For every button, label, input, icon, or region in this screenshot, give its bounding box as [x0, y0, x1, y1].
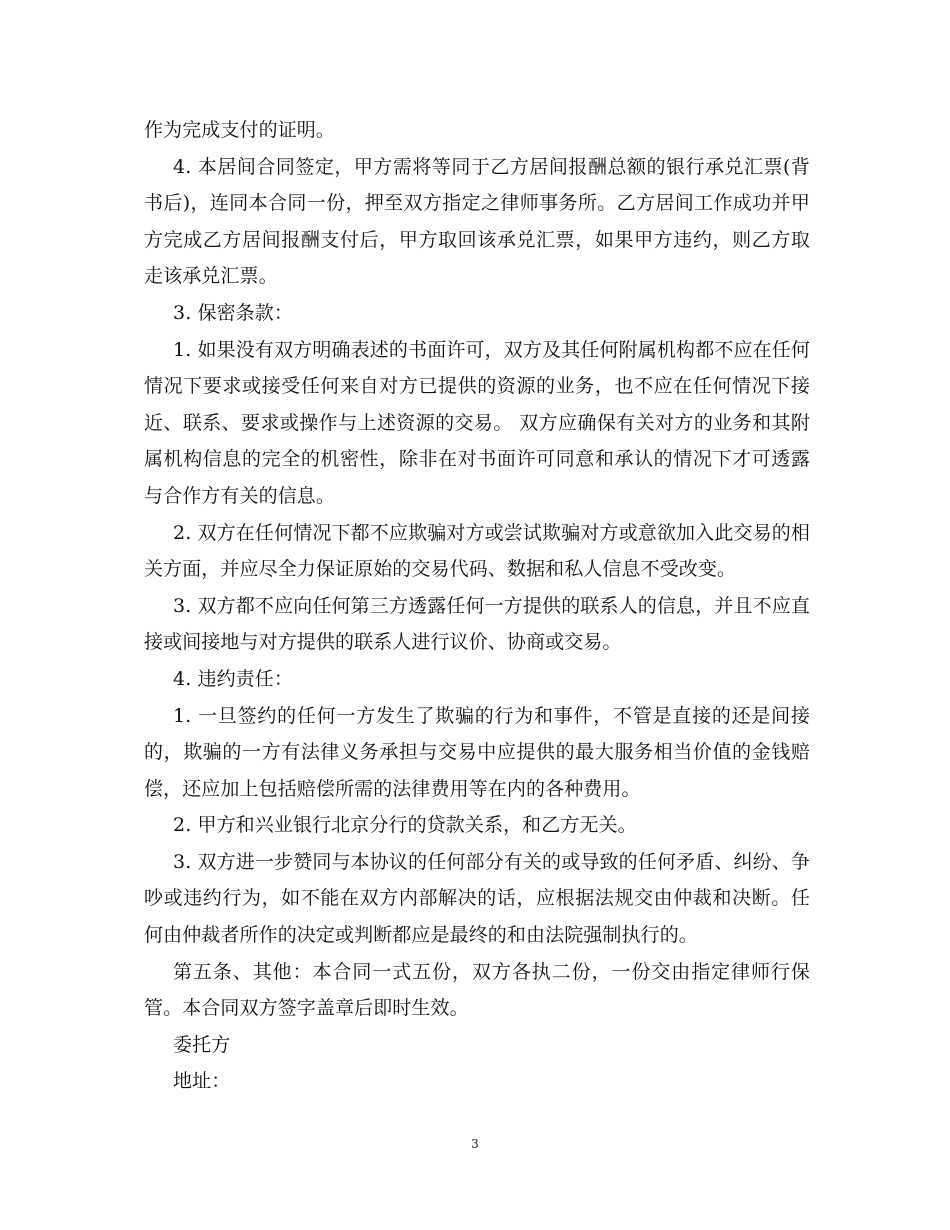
section-heading-breach-liability: 4. 违约责任： [173, 667, 293, 690]
page-number: 3 [471, 1137, 479, 1151]
paragraph-breach-1: 1. 一旦签约的任何一方发生了欺骗的行为和事件，不管是直接的还是间接的，欺骗的一方有法律义务承担与交易中应提供的最大服务相当价值的金钱赔偿，还应加上包括赔偿所需的法律费用等在内的各种费用。 [144, 704, 810, 800]
section-heading-confidentiality: 3. 保密条款： [173, 301, 293, 324]
paragraph-confidentiality-3: 3. 双方都不应向任何第三方透露任何一方提供的联系人的信息，并且不应直接或间接地与对方提供的联系人进行议价、协商或交易。 [144, 594, 810, 654]
paragraph-clause-4-bank-acceptance: 4. 本居间合同签定，甲方需将等同于乙方居间报酬总额的银行承兑汇票(背书后)，连同本合同一份，押至双方指定之律师事务所。乙方居间工作成功并甲方完成乙方居间报酬支付后，甲方取回该承兑汇票，如果甲方违约，则乙方取走该承兑汇票。 [144, 155, 810, 288]
paragraph-breach-2: 2. 甲方和兴业银行北京分行的贷款关系，和乙方无关。 [173, 814, 637, 837]
paragraph-confidentiality-1: 1. 如果没有双方明确表述的书面许可，双方及其任何附属机构都不应在任何情况下要求或接受任何来自对方已提供的资源的业务，也不应在任何情况下接近、联系、要求或操作与上述资源的交易。 双方应确保有关对方的业务和其附属机构信息的完全的机密性，除非在对书面许可同意和承认的情况下才可透露与合作方有关的信息。 [144, 338, 810, 507]
paragraph-article-5-other: 第五条、其他：本合同一式五份，双方各执二份，一份交由指定律师行保管。本合同双方签字盖章后即时生效。 [144, 960, 810, 1020]
signature-label-address: 地址： [173, 1070, 231, 1093]
paragraph-confidentiality-2: 2. 双方在任何情况下都不应欺骗对方或尝试欺骗对方或意欲加入此交易的相关方面，并应尽全力保证原始的交易代码、数据和私人信息不受改变。 [144, 521, 810, 581]
paragraph-breach-3: 3. 双方进一步赞同与本协议的任何部分有关的或导致的任何矛盾、纠纷、争吵或违约行为，如不能在双方内部解决的话，应根据法规交由仲裁和决断。任何由仲裁者所作的决定或判断都应是最终的和由法院强制执行的。 [144, 850, 810, 947]
signature-label-principal: 委托方 [173, 1033, 231, 1056]
document-body [144, 112, 810, 1100]
paragraph-continuation: 作为完成支付的证明。 [144, 119, 336, 141]
